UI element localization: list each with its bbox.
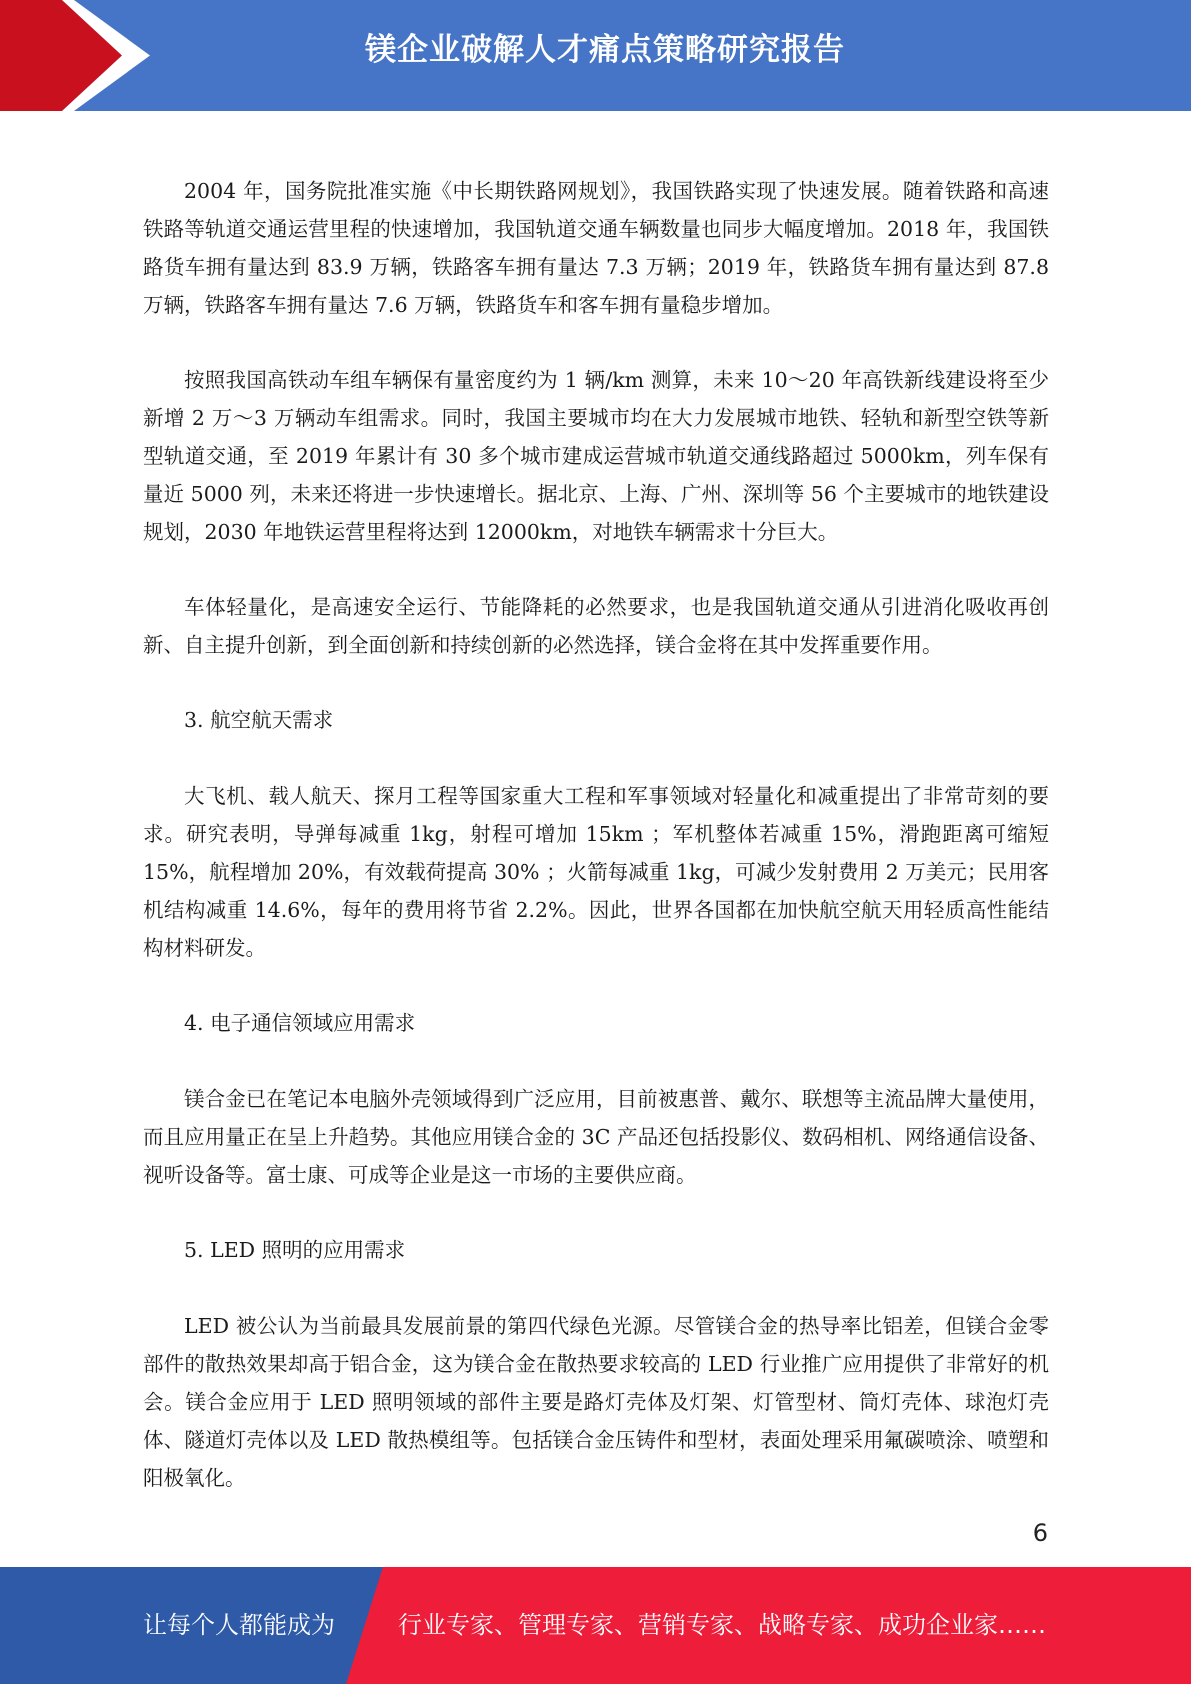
report-title: 镁企业破解人才痛点策略研究报告 (365, 32, 845, 68)
footer-slogan-right: 行业专家、管理专家、营销专家、战略专家、成功企业家…… (398, 1611, 1046, 1639)
section-heading-electronics: 4. 电子通信领域应用需求 (184, 1011, 416, 1035)
section-heading-led: 5. LED 照明的应用需求 (184, 1238, 406, 1262)
footer-banner (0, 1567, 1191, 1684)
section-heading-aerospace: 3. 航空航天需求 (184, 708, 334, 732)
paragraph-lightweight-body: 车体轻量化，是高速安全运行、节能降耗的必然要求，也是我国轨道交通从引进消化吸收再创新、自主提升创新，到全面创新和持续创新的必然选择，镁合金将在其中发挥重要作用。 (143, 595, 1049, 657)
paragraph-high-speed-rail: 按照我国高铁动车组车辆保有量密度约为 1 辆/km 测算，未来 10～20 年高铁新线建设将至少新增 2 万～3 万辆动车组需求。同时，我国主要城市均在大力发展城市地铁、轻轨和新型空铁等新型轨道交通，至 2019 年累计有 30 多个城市建成运营城市轨道交通线路超过 5000km，列车保有量近 5000 列，未来还将进一步快速增长。据北京、上海、广州、深圳等 56 个主要城市的地铁建设规划，2030 年地铁运营里程将达到 12000km，对地铁车辆需求十分巨大。 (143, 368, 1049, 544)
paragraph-railway-growth: 2004 年，国务院批准实施《中长期铁路网规划》，我国铁路实现了快速发展。随着铁路和高速铁路等轨道交通运营里程的快速增加，我国轨道交通车辆数量也同步大幅度增加。2018 年，我国铁路货车拥有量达到 83.9 万辆，铁路客车拥有量达 7.3 万辆；2019 年，铁路货车拥有量达到 87.8 万辆，铁路客车拥有量达 7.6 万辆，铁路货车和客车拥有量稳步增加。 (143, 179, 1049, 317)
paragraph-aerospace: 大飞机、载人航天、探月工程等国家重大工程和军事领域对轻量化和减重提出了非常苛刻的要求。研究表明，导弹每减重 1kg，射程可增加 15km ；军机整体若减重 15%，滑跑距离可缩短 15%，航程增加 20%，有效载荷提高 30% ；火箭每减重 1kg，可减少发射费用 2 万美元；民用客机结构减重 14.6%，每年的费用将节省 2.2%。因此，世界各国都在加快航空航天用轻质高性能结构材料研发。 (143, 784, 1049, 960)
paragraph-electronics: 镁合金已在笔记本电脑外壳领域得到广泛应用，目前被惠普、戴尔、联想等主流品牌大量使用，而且应用量正在呈上升趋势。其他应用镁合金的 3C 产品还包括投影仪、数码相机、网络通信设备、视听设备等。富士康、可成等企业是这一市场的主要供应商。 (143, 1087, 1049, 1187)
paragraph-led: LED 被公认为当前最具发展前景的第四代绿色光源。尽管镁合金的热导率比铝差，但镁合金零部件的散热效果却高于铝合金，这为镁合金在散热要求较高的 LED 行业推广应用提供了非常好的机会。镁合金应用于 LED 照明领域的部件主要是路灯壳体及灯架、灯管型材、筒灯壳体、球泡灯壳体、隧道灯壳体以及 LED 散热模组等。包括镁合金压铸件和型材，表面处理采用氟碳喷涂、喷塑和阳极氧化。 (143, 1314, 1049, 1490)
main-content (143, 172, 1049, 1534)
footer-slogan-left: 让每个人都能成为 (143, 1611, 335, 1639)
page-number: 6 (1032, 1519, 1048, 1547)
header-banner (0, 0, 1191, 111)
